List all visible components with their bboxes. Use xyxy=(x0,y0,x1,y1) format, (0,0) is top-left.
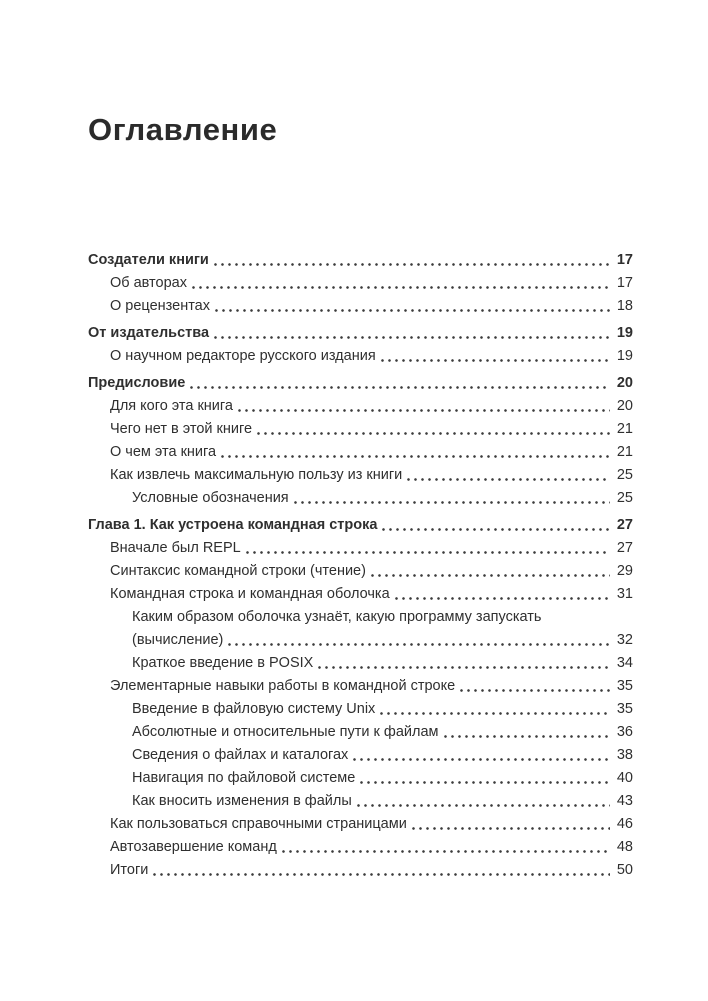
toc-entry-label: Чего нет в этой книге xyxy=(110,421,253,437)
toc-entry xyxy=(88,275,633,292)
dot-leader xyxy=(379,348,610,365)
toc-entry-page-number: 43 xyxy=(616,793,633,809)
toc-entry-label: Навигация по файловой системе xyxy=(132,770,356,786)
toc-entry xyxy=(88,609,633,649)
toc-entry xyxy=(88,770,633,787)
toc-entry xyxy=(88,816,633,833)
toc-entry xyxy=(88,298,633,315)
dot-leader xyxy=(212,252,610,269)
toc-entry-label: Как извлечь максимальную пользу из книги xyxy=(110,467,403,483)
toc-entry-page-number: 35 xyxy=(616,678,633,694)
toc-entry-label: Сведения о файлах и каталогах xyxy=(132,747,349,763)
toc-entry xyxy=(88,490,633,507)
toc-entry-page-number: 29 xyxy=(616,563,633,579)
toc-entry-page-number: 19 xyxy=(616,348,633,364)
dot-leader xyxy=(358,770,610,787)
toc-entry xyxy=(88,398,633,415)
toc-entry-label: О рецензентах xyxy=(110,298,210,314)
toc-entry-label: Введение в файловую систему Unix xyxy=(132,701,376,717)
dot-leader xyxy=(244,540,610,557)
dot-leader xyxy=(292,490,610,507)
page-title: Оглавление xyxy=(88,112,278,147)
toc-entry-label: Автозавершение команд xyxy=(110,839,277,855)
toc-entry-label-line1: Каким образом оболочка узнаёт, какую программу запускать xyxy=(132,609,542,625)
toc-entry-label: О научном редакторе русского издания xyxy=(110,348,376,364)
toc-entry-label: Абсолютные и относительные пути к файлам xyxy=(132,724,439,740)
dot-leader xyxy=(355,793,610,810)
dot-leader xyxy=(255,421,610,438)
toc-entry xyxy=(88,862,633,879)
toc-entry-page-number: 19 xyxy=(616,325,633,341)
toc-entry-label: О чем эта книга xyxy=(110,444,217,460)
toc-entry xyxy=(88,421,633,438)
dot-leader xyxy=(378,701,610,718)
toc-entry xyxy=(88,655,633,672)
toc-entry-label: От издательства xyxy=(88,325,210,341)
toc-entry xyxy=(88,586,633,603)
toc-entry xyxy=(88,793,633,810)
toc-entry-page-number: 20 xyxy=(616,375,633,391)
toc-entry-page-number: 40 xyxy=(616,770,633,786)
toc-entry-label: Глава 1. Как устроена командная строка xyxy=(88,517,378,533)
dot-leader xyxy=(405,467,610,484)
toc-entry-page-number: 50 xyxy=(616,862,633,878)
toc-entry xyxy=(88,517,633,534)
toc-entry xyxy=(88,678,633,695)
toc-entry-page-number: 25 xyxy=(616,490,633,506)
toc-entry-label: Вначале был REPL xyxy=(110,540,241,556)
dot-leader xyxy=(226,632,610,649)
dot-leader xyxy=(280,839,610,856)
toc-entry-label: Как вносить изменения в файлы xyxy=(132,793,352,809)
dot-leader xyxy=(212,325,610,342)
dot-leader xyxy=(442,724,610,741)
toc-entry-label: Условные обозначения xyxy=(132,490,289,506)
toc-entry-page-number: 25 xyxy=(616,467,633,483)
toc-entry-page-number: 27 xyxy=(616,540,633,556)
toc-entry-label: Предисловие xyxy=(88,375,186,391)
dot-leader xyxy=(351,747,610,764)
dot-leader xyxy=(190,275,610,292)
toc-entry xyxy=(88,747,633,764)
toc-entry xyxy=(88,540,633,557)
toc-entry-page-number: 21 xyxy=(616,444,633,460)
toc-entry-page-number: 20 xyxy=(616,398,633,414)
toc-entry-page-number: 17 xyxy=(616,252,633,268)
toc-entry-label: (вычисление) xyxy=(132,632,224,648)
toc-entry-label: Элементарные навыки работы в командной строке xyxy=(110,678,456,694)
toc-entry-page-number: 46 xyxy=(616,816,633,832)
toc-entry-label: Командная строка и командная оболочка xyxy=(110,586,390,602)
toc-entry-page-number: 21 xyxy=(616,421,633,437)
toc-entry-label: Для кого эта книга xyxy=(110,398,233,414)
toc-entry-page-number: 31 xyxy=(616,586,633,602)
dot-leader xyxy=(458,678,610,695)
dot-leader xyxy=(369,563,610,580)
dot-leader xyxy=(213,298,610,315)
toc-entry xyxy=(88,348,633,365)
toc-entry-page-number: 32 xyxy=(616,632,633,648)
toc-entry-page-number: 27 xyxy=(616,517,633,533)
toc-entry-page-number: 18 xyxy=(616,298,633,314)
dot-leader xyxy=(236,398,610,415)
dot-leader xyxy=(316,655,610,672)
toc-entry-page-number: 34 xyxy=(616,655,633,671)
toc-entry xyxy=(88,375,633,392)
toc-entry xyxy=(88,839,633,856)
toc-entry-page-number: 35 xyxy=(616,701,633,717)
dot-leader xyxy=(188,375,610,392)
toc-entry-label: Об авторах xyxy=(110,275,187,291)
dot-leader xyxy=(380,517,610,534)
toc-entry-label: Синтаксис командной строки (чтение) xyxy=(110,563,366,579)
toc-entry-page-number: 38 xyxy=(616,747,633,763)
toc-entry xyxy=(88,701,633,718)
toc-entry-page-number: 36 xyxy=(616,724,633,740)
toc-entry xyxy=(88,444,633,461)
toc-entry-page-number: 17 xyxy=(616,275,633,291)
toc-entry-label: Создатели книги xyxy=(88,252,209,268)
dot-leader xyxy=(151,862,610,879)
dot-leader xyxy=(219,444,610,461)
dot-leader xyxy=(393,586,610,603)
toc-entry-page-number: 48 xyxy=(616,839,633,855)
toc-entry xyxy=(88,724,633,741)
toc-entry xyxy=(88,252,633,269)
dot-leader xyxy=(410,816,610,833)
toc-entry xyxy=(88,325,633,342)
toc-entry xyxy=(88,467,633,484)
toc-entry xyxy=(88,563,633,580)
toc-entry-label: Итоги xyxy=(110,862,149,878)
toc-entry-label: Краткое введение в POSIX xyxy=(132,655,314,671)
toc-entry-label: Как пользоваться справочными страницами xyxy=(110,816,407,832)
toc-entries xyxy=(88,252,633,879)
